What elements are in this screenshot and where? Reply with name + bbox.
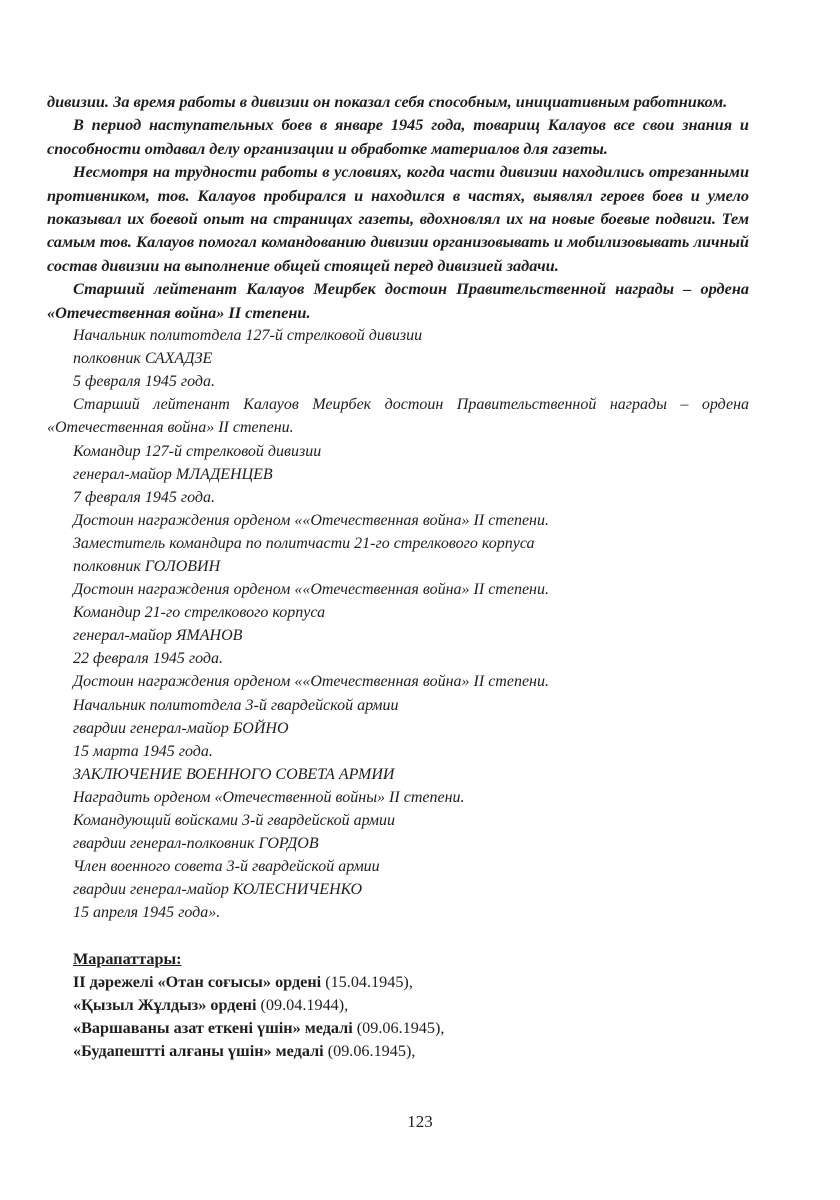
bold-paragraph: В период наступательных боев в январе 1945 года, товарищ Калауов все свои знания и способности отдавал делу организации и обработке материалов для газеты. xyxy=(47,115,749,158)
italic-line: 15 апреля 1945 года». xyxy=(73,904,221,922)
italic-line: Достоин награждения орденом ««Отечественная война» II степени. xyxy=(73,511,549,529)
italic-line: Командир 127-й стрелковой дивизии xyxy=(73,442,322,460)
italic-line: Наградить орденом «Отечественной войны» II степени. xyxy=(73,788,465,806)
italic-line: 22 февраля 1945 года. xyxy=(73,650,223,668)
italic-line: полковник САХАДЗЕ xyxy=(73,350,213,368)
italic-line: Заместитель командира по политчасти 21-го стрелкового корпуса xyxy=(73,534,535,552)
italic-paragraph: Старший лейтенант Калауов Меирбек достоин Правительственной награды – ордена «Отечественная война» II степени. xyxy=(47,396,749,437)
italic-line: ЗАКЛЮЧЕНИЕ ВОЕННОГО СОВЕТА АРМИИ xyxy=(73,765,395,783)
bold-paragraph: Старший лейтенант Калауов Меирбек достоин Правительственной награды – ордена «Отечественная война» II степени. xyxy=(47,279,749,322)
italic-line: полковник ГОЛОВИН xyxy=(73,558,221,575)
award-name: II дәрежелі «Отан соғысы» ордені xyxy=(73,972,322,991)
italic-line: Начальник политотдела 3-й гвардейской армии xyxy=(73,696,399,714)
italic-line: гвардии генерал-майор КОЛЕСНИЧЕНКО xyxy=(73,881,363,899)
award-date: (09.04.1944), xyxy=(256,995,349,1014)
italic-line: генерал-майор ЯМАНОВ xyxy=(73,627,243,645)
italic-line: Достоин награждения орденом ««Отечественная война» II степени. xyxy=(73,581,549,599)
awards-title: Марапаттары: xyxy=(73,949,182,968)
awards-section xyxy=(47,948,749,1063)
bold-paragraph: Несмотря на трудности работы в условиях, когда части дивизии находились отрезанными противником, тов. Калауов пробирался и находился в частях, выявлял героев боев и умело показывал их боевой опыт на страницах газеты, вдохновлял их на новые боевые подвиги. Тем самым тов. Калауов помогал командованию дивизии организовывать и мобилизовывать личный состав дивизии на выполнение общей стоящей перед дивизией задачи. xyxy=(47,162,749,275)
award-item xyxy=(73,1040,749,1063)
bold-paragraph: дивизии. За время работы в дивизии он показал себя способным, инициативным работником. xyxy=(47,92,728,111)
award-name: «Қызыл Жұлдыз» ордені xyxy=(73,995,257,1014)
document-page xyxy=(47,90,749,1063)
italic-line: Достоин награждения орденом ««Отечественная война» II степени. xyxy=(73,673,549,691)
italic-line: гвардии генерал-полковник ГОРДОВ xyxy=(73,835,319,853)
award-date: (15.04.1945), xyxy=(321,972,413,991)
page-number: 123 xyxy=(407,1112,433,1131)
award-item xyxy=(73,971,749,994)
award-item xyxy=(73,1017,749,1040)
award-name: «Будапештті алғаны үшін» медалі xyxy=(73,1041,324,1060)
award-item xyxy=(73,994,749,1017)
award-date: (09.06.1945), xyxy=(323,1041,416,1060)
italic-line: Командующий войсками 3-й гвардейской армии xyxy=(73,812,396,830)
italic-line: Член военного совета 3-й гвардейской армии xyxy=(73,858,380,876)
italic-line: 7 февраля 1945 года. xyxy=(73,488,215,506)
award-date: (09.06.1945), xyxy=(352,1018,445,1037)
italic-line: генерал-майор МЛАДЕНЦЕВ xyxy=(73,465,273,483)
italic-line: гвардии генерал-майор БОЙНО xyxy=(73,719,289,737)
italic-line: Командир 21-го стрелкового корпуса xyxy=(73,604,326,622)
italic-line: 5 февраля 1945 года. xyxy=(73,373,215,391)
italic-line: 15 марта 1945 года. xyxy=(73,742,213,760)
italic-line: Начальник политотдела 127-й стрелковой дивизии xyxy=(73,327,423,345)
award-name: «Варшаваны азат еткені үшін» медалі xyxy=(73,1018,353,1037)
